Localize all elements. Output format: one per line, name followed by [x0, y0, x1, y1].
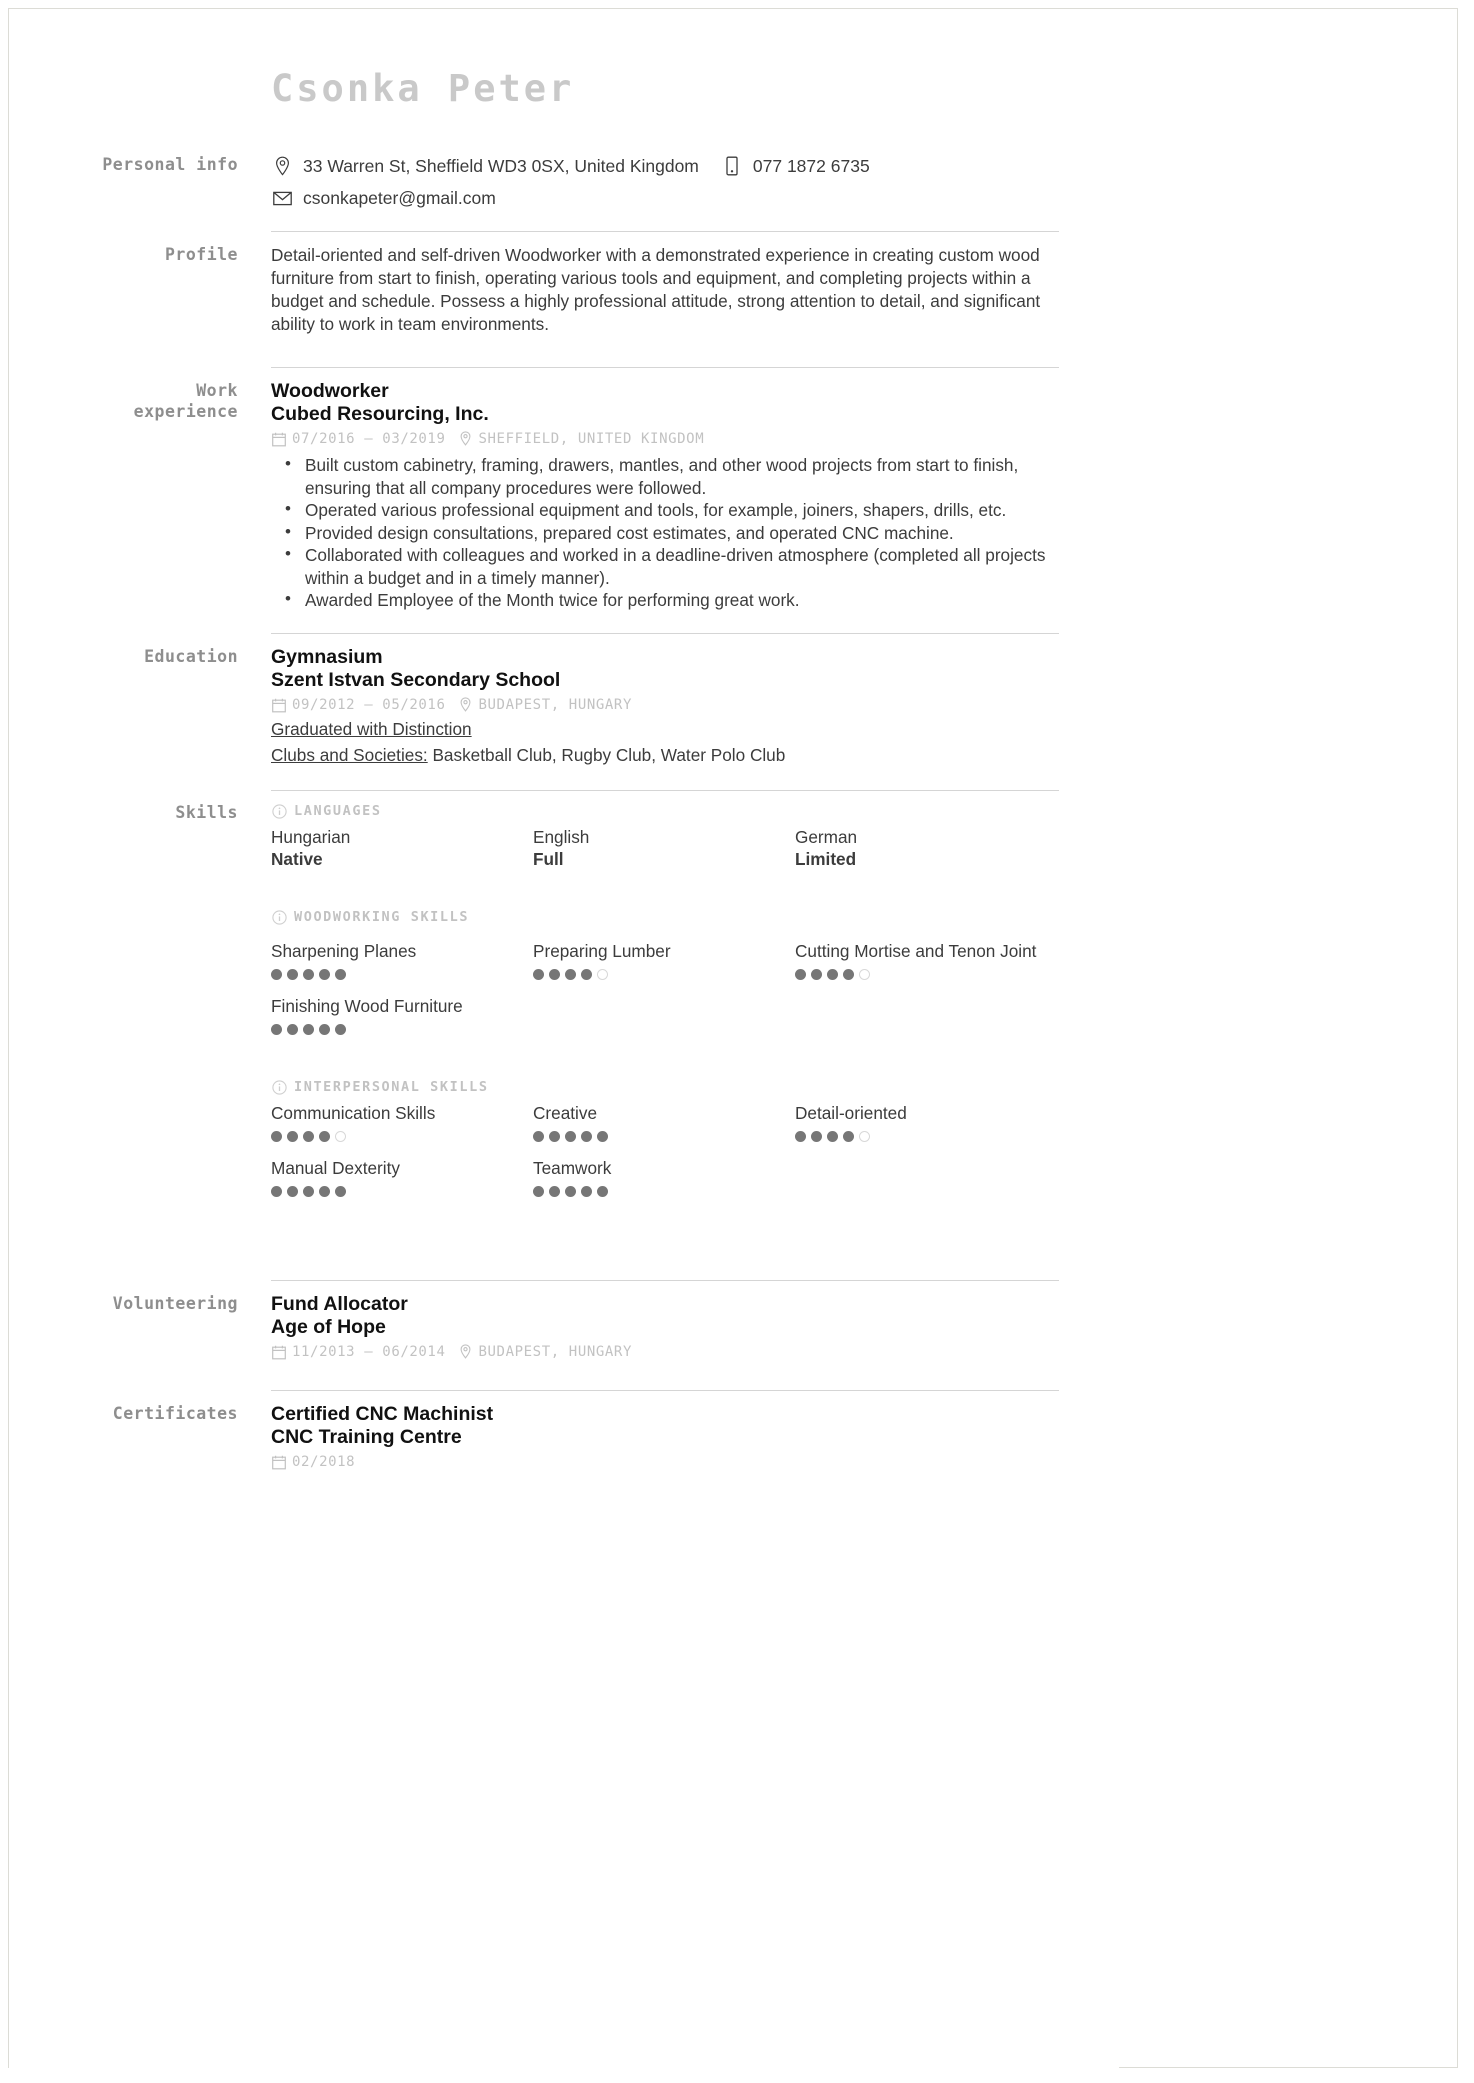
language-grid: [271, 820, 1059, 870]
volunteer-role: Fund Allocator: [271, 1293, 408, 1315]
skill-group-title: [271, 802, 1059, 820]
calendar-icon: [271, 697, 287, 713]
rating-dot-empty: [859, 969, 870, 980]
volunteering-meta: [271, 1342, 1059, 1362]
list-item: • Provided design consultations, prepared cost estimates, and operated CNC machine.: [305, 522, 1059, 545]
info-circle-icon: [271, 803, 287, 819]
rating-dot-filled: [565, 969, 576, 980]
language-name: English: [533, 827, 590, 847]
work-experience-body: [271, 380, 1059, 612]
employer-name: Cubed Resourcing, Inc.: [271, 403, 489, 425]
rating-dot-filled: [287, 1131, 298, 1142]
profile-text: Detail-oriented and self-driven Woodworker with a demonstrated experience in creating custom wood furniture from start to finish, operating various tools and equipment, and completing projects within a budget and schedule. Possess a highly professional attitude, strong attention to detail, and significant ability to work in team environments.: [271, 245, 1041, 334]
skill-item: [533, 940, 795, 981]
rating-dot-empty: [597, 969, 608, 980]
education-meta: [271, 695, 1059, 715]
divider-profile: [271, 231, 1059, 232]
section-label-certificates: Certificates: [112, 1404, 238, 1423]
divider-skills: [271, 790, 1059, 791]
skill-group-interpersonal: [271, 1078, 1059, 1198]
skill-group-title-text: INTERPERSONAL SKILLS: [294, 1079, 489, 1095]
language-item: [271, 826, 533, 870]
contact-line-primary: [271, 154, 1059, 178]
degree-title: Gymnasium: [271, 646, 383, 668]
skill-rating-dots: [271, 1130, 519, 1143]
skill-name: Teamwork: [533, 1158, 612, 1178]
rating-dot-filled: [335, 1186, 346, 1197]
education-clubs: [271, 744, 1059, 767]
rating-dot-filled: [533, 1186, 544, 1197]
rating-dot-filled: [827, 1131, 838, 1142]
education-body: [271, 646, 1059, 766]
rating-dot-filled: [335, 1024, 346, 1035]
section-label-profile: Profile: [164, 245, 238, 264]
rating-dot-filled: [319, 1186, 330, 1197]
education-clubs-label: Clubs and Societies:: [271, 744, 428, 765]
rating-dot-filled: [549, 1131, 560, 1142]
education-dates: 09/2012 – 05/2016: [292, 697, 446, 713]
rating-dot-filled: [581, 1186, 592, 1197]
envelope-icon: [271, 187, 293, 209]
skill-rating-dots: [533, 1130, 781, 1143]
skill-rating-dots: [271, 1185, 519, 1198]
job-meta: [271, 429, 1059, 449]
rating-dot-filled: [549, 969, 560, 980]
rating-dot-filled: [303, 1024, 314, 1035]
language-name: Hungarian: [271, 827, 351, 847]
certificates-body: [271, 1403, 1059, 1472]
skill-group-title: [271, 1078, 1059, 1096]
job-title: Woodworker: [271, 380, 389, 402]
email-text: csonkapeter@gmail.com: [303, 188, 496, 208]
skill-item: [271, 1102, 533, 1143]
language-level: Limited: [795, 849, 857, 869]
location-pin-icon: [458, 1344, 474, 1360]
interpersonal-skill-grid: [271, 1096, 1059, 1198]
rating-dot-filled: [319, 969, 330, 980]
skill-group-woodworking: [271, 908, 1059, 1036]
rating-dot-filled: [565, 1186, 576, 1197]
section-label-work-experience: [9, 380, 238, 422]
skill-name: Preparing Lumber: [533, 941, 671, 961]
skill-name: Cutting Mortise and Tenon Joint: [795, 941, 1037, 961]
rating-dot-filled: [533, 1131, 544, 1142]
skill-rating-dots: [533, 968, 781, 981]
volunteering-entry: [271, 1293, 1059, 1362]
skill-item: [533, 1157, 795, 1198]
skill-rating-dots: [271, 968, 519, 981]
volunteer-dates: 11/2013 – 06/2014: [292, 1344, 446, 1360]
skill-item: [795, 1102, 1057, 1143]
section-label-work-line2: experience: [133, 402, 238, 421]
rating-dot-filled: [597, 1186, 608, 1197]
skill-rating-dots: [795, 1130, 1043, 1143]
location-pin-icon: [458, 431, 474, 447]
rating-dot-filled: [271, 1024, 282, 1035]
education-clubs-value: Basketball Club, Rugby Club, Water Polo Club: [427, 744, 786, 765]
divider-volunteering: [271, 1280, 1059, 1281]
skill-name: Communication Skills: [271, 1103, 436, 1123]
rating-dot-filled: [811, 1131, 822, 1142]
job-location: SHEFFIELD, UNITED KINGDOM: [478, 431, 705, 447]
skill-item: [271, 995, 533, 1036]
skill-rating-dots: [795, 968, 1043, 981]
resume-sheet: [9, 9, 1119, 2069]
section-label-skills: Skills: [175, 803, 238, 822]
woodworking-skill-grid: [271, 926, 1059, 1036]
rating-dot-filled: [271, 1186, 282, 1197]
resume-page: [8, 8, 1458, 2068]
skill-name: Finishing Wood Furniture: [271, 996, 463, 1016]
rating-dot-filled: [533, 969, 544, 980]
rating-dot-filled: [549, 1186, 560, 1197]
skill-item: [271, 940, 533, 981]
volunteer-location: BUDAPEST, HUNGARY: [478, 1344, 632, 1360]
rating-dot-filled: [287, 1186, 298, 1197]
work-entry: [271, 380, 1059, 612]
language-item: [795, 826, 1057, 870]
divider-work-experience: [271, 367, 1059, 368]
rating-dot-filled: [303, 969, 314, 980]
section-label-work-line1: Work: [196, 381, 238, 400]
rating-dot-filled: [303, 1131, 314, 1142]
language-name: German: [795, 827, 858, 847]
skill-item: [533, 1102, 795, 1143]
job-dates: 07/2016 – 03/2019: [292, 431, 446, 447]
skill-name: Creative: [533, 1103, 597, 1123]
section-label-personal-info: Personal info: [102, 155, 238, 174]
rating-dot-filled: [319, 1024, 330, 1035]
contact-line-email: [271, 186, 1059, 210]
divider-education: [271, 633, 1059, 634]
mobile-phone-icon: [721, 155, 743, 177]
skill-group-title-text: LANGUAGES: [294, 803, 382, 819]
language-item: [533, 826, 795, 870]
skill-name: Manual Dexterity: [271, 1158, 400, 1178]
info-circle-icon: [271, 909, 287, 925]
rating-dot-filled: [795, 969, 806, 980]
rating-dot-filled: [597, 1131, 608, 1142]
certificate-meta: [271, 1452, 1059, 1472]
phone-text: 077 1872 6735: [752, 156, 870, 176]
rating-dot-filled: [335, 969, 346, 980]
divider-certificates: [271, 1390, 1059, 1391]
section-label-volunteering: Volunteering: [112, 1294, 238, 1313]
certificate-title: Certified CNC Machinist: [271, 1403, 494, 1425]
job-bullets: [271, 454, 1059, 612]
rating-dot-filled: [827, 969, 838, 980]
language-level: Full: [533, 849, 564, 869]
skill-item: [271, 1157, 533, 1198]
skills-body: [271, 802, 1059, 1198]
rating-dot-filled: [843, 969, 854, 980]
rating-dot-filled: [795, 1131, 806, 1142]
certificate-date: 02/2018: [292, 1454, 356, 1470]
skill-group-title-text: WOODWORKING SKILLS: [294, 909, 470, 925]
certificate-org: CNC Training Centre: [271, 1426, 462, 1448]
skill-name: Detail-oriented: [795, 1103, 907, 1123]
education-entry: [271, 646, 1059, 766]
address-text: 33 Warren St, Sheffield WD3 0SX, United Kingdom: [303, 156, 699, 176]
volunteering-body: [271, 1293, 1059, 1362]
candidate-name: Csonka Peter: [271, 67, 575, 110]
education-honor: [271, 718, 1059, 741]
location-pin-icon: [458, 697, 474, 713]
calendar-icon: [271, 431, 287, 447]
personal-info-body: [271, 154, 1059, 218]
rating-dot-filled: [319, 1131, 330, 1142]
location-pin-icon: [271, 155, 293, 177]
rating-dot-filled: [843, 1131, 854, 1142]
rating-dot-filled: [565, 1131, 576, 1142]
language-level: Native: [271, 849, 323, 869]
profile-body: [271, 244, 1059, 336]
skill-group-title: [271, 908, 1059, 926]
education-location: BUDAPEST, HUNGARY: [478, 697, 632, 713]
skill-rating-dots: [271, 1023, 519, 1036]
volunteer-org: Age of Hope: [271, 1316, 386, 1338]
skill-group-languages: [271, 802, 1059, 870]
rating-dot-empty: [859, 1131, 870, 1142]
rating-dot-filled: [271, 969, 282, 980]
skill-name: Sharpening Planes: [271, 941, 417, 961]
list-item: • Operated various professional equipment and tools, for example, joiners, shapers, drills, etc.: [305, 499, 1059, 522]
section-label-education: Education: [144, 647, 238, 666]
rating-dot-filled: [271, 1131, 282, 1142]
rating-dot-filled: [581, 969, 592, 980]
rating-dot-filled: [581, 1131, 592, 1142]
education-honor-text: Graduated with Distinction: [271, 719, 472, 739]
list-item: • Collaborated with colleagues and worked in a deadline-driven atmosphere (completed all projects within a budget and in a timely manner).: [305, 544, 1059, 589]
rating-dot-filled: [811, 969, 822, 980]
rating-dot-filled: [287, 969, 298, 980]
info-circle-icon: [271, 1079, 287, 1095]
calendar-icon: [271, 1344, 287, 1360]
list-item: • Awarded Employee of the Month twice for performing great work.: [305, 589, 1059, 612]
skill-item: [795, 940, 1057, 981]
school-name: Szent Istvan Secondary School: [271, 669, 561, 691]
rating-dot-empty: [335, 1131, 346, 1142]
rating-dot-filled: [287, 1024, 298, 1035]
skill-rating-dots: [533, 1185, 781, 1198]
list-item: • Built custom cabinetry, framing, drawers, mantles, and other wood projects from start to finish, ensuring that all company procedures were followed.: [305, 454, 1059, 499]
rating-dot-filled: [303, 1186, 314, 1197]
certificate-entry: [271, 1403, 1059, 1472]
calendar-icon: [271, 1454, 287, 1470]
